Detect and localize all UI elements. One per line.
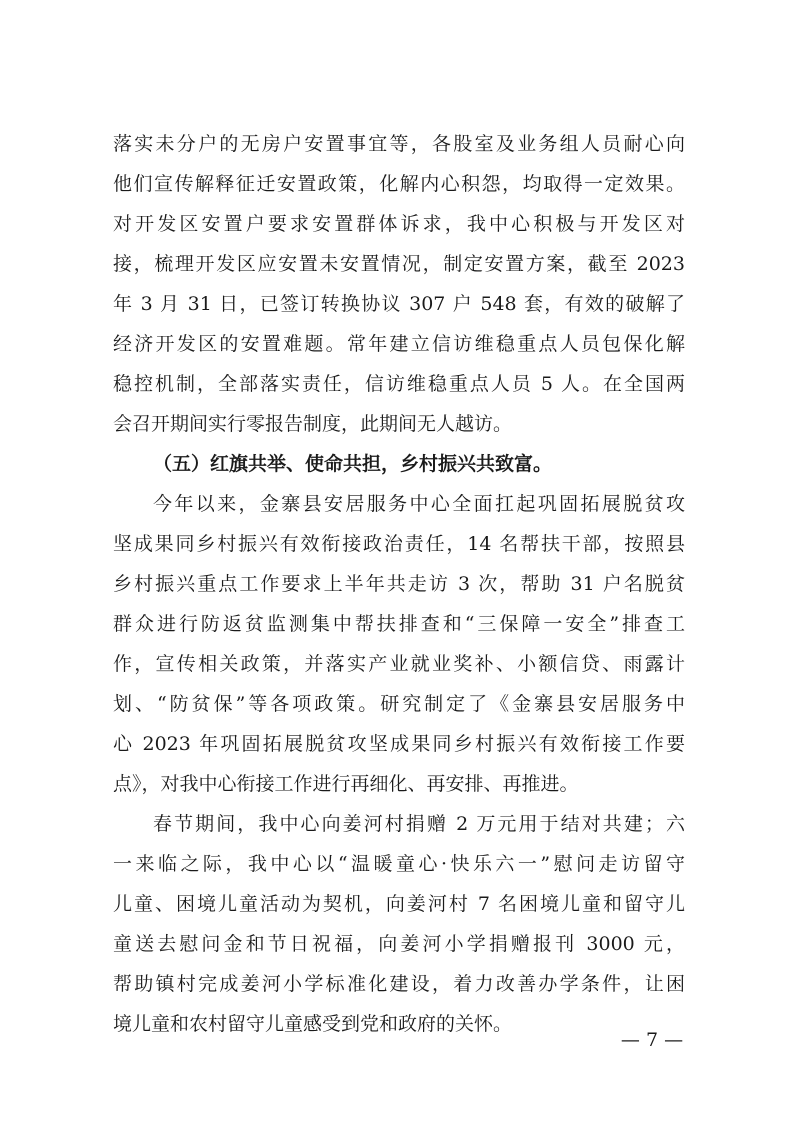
text-line: 他们宣传解释征迁安置政策，化解内心积怨，均取得一定效果。: [113, 173, 685, 195]
text-line: 稳控机制，全部落实责任，信访维稳重点人员 5 人。在全国两: [113, 373, 685, 395]
text-line: 儿童、困境儿童活动为契机，向姜河村 7 名困境儿童和留守儿: [113, 893, 685, 915]
text-line: 童送去慰问金和节日祝福，向姜河小学捐赠报刊 3000 元，: [113, 933, 685, 955]
section-heading: （五）红旗共举、使命共担，乡村振兴共致富。: [153, 453, 553, 475]
paragraph-end-line: 点》，对我中心衔接工作进行再细化、再安排、再推进。: [113, 773, 579, 795]
text-line: 划、“防贫保”等各项政策。研究制定了《金寨县安居服务中: [113, 693, 685, 715]
text-line: 作，宣传相关政策，并落实产业就业奖补、小额信贷、雨露计: [113, 653, 685, 675]
text-line: 接，梳理开发区应安置未安置情况，制定安置方案，截至 2023: [113, 253, 685, 275]
text-line: 心 2023 年巩固拓展脱贫攻坚成果同乡村振兴有效衔接工作要: [113, 733, 685, 755]
paragraph-first-line: 春节期间，我中心向姜河村捐赠 2 万元用于结对共建；六: [153, 813, 685, 835]
text-line: 年 3 月 31 日，已签订转换协议 307 户 548 套，有效的破解了: [113, 293, 685, 315]
text-line: 乡村振兴重点工作要求上半年共走访 3 次，帮助 31 户名脱贫: [113, 573, 685, 595]
paragraph-end-line: 会召开期间实行零报告制度，此期间无人越访。: [113, 413, 513, 435]
text-line: 落实未分户的无房户安置事宜等，各股室及业务组人员耐心向: [113, 133, 685, 155]
text-line: 对开发区安置户要求安置群体诉求，我中心积极与开发区对: [113, 213, 685, 235]
text-line: 坚成果同乡村振兴有效衔接政治责任，14 名帮扶干部，按照县: [113, 533, 685, 555]
text-line: 帮助镇村完成姜河小学标准化建设，着力改善办学条件，让困: [113, 973, 685, 995]
paragraph-first-line: 今年以来，金寨县安居服务中心全面扛起巩固拓展脱贫攻: [153, 493, 685, 515]
paragraph-end-line: 境儿童和农村留守儿童感受到党和政府的关怀。: [113, 1013, 513, 1035]
text-line: 经济开发区的安置难题。常年建立信访维稳重点人员包保化解: [113, 333, 685, 355]
page-number: — 7 —: [620, 1029, 684, 1051]
text-line: 群众进行防返贫监测集中帮扶排查和“三保障一安全”排查工: [113, 613, 685, 635]
text-line: 一来临之际，我中心以“温暖童心·快乐六一”慰问走访留守: [113, 853, 685, 875]
